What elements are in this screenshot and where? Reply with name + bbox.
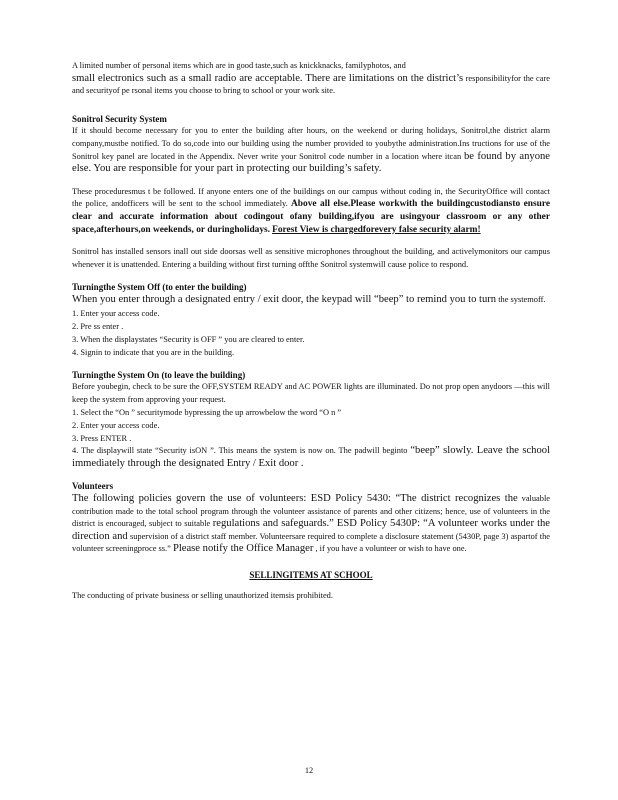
intro-paragraph (72, 60, 550, 98)
volunteers-paragraph (72, 493, 550, 556)
list-item: 3. When the displaystates “Security is OFF ” you are cleared to enter. (72, 334, 305, 344)
turning-on-heading: Turningthe System On (to leave the building) (72, 369, 246, 380)
turning-off-steps (72, 307, 550, 359)
intro-line-1: A limited number of personal items which are in good taste,such as knickknacks, familyphotos, and (72, 61, 406, 70)
volunteers-line-3: regulations and safeguards.” ESD Policy 5430P: “A volunteer works under the direction and (72, 518, 551, 542)
turning-off-intro-large: When you enter through a designated entry / exit door, the keypad will “beep” to remind you to turn (72, 293, 497, 305)
sonitrol-paragraph-3: Sonitrol has installed sensors inall out side doorsas well as sensitive microphones throughout the building, and activelymonitors our campus whenever it is unattended. Entering a building without first turning offthe Sonitrol systemwill cause police to respond. (72, 247, 550, 269)
sonitrol-p2-bold: Above all else.Please workwith the buildingcustodiansto ensure clear and accurate information about codingout ofany building,ifyou are usingyour classroom or any other space,afterhours,on weekends, or duringholidays. (72, 199, 551, 235)
turning-on-step-4-emphasis: “beep” slowly. Leave the school immediately through the designated Entry / Exit door . (72, 445, 551, 469)
sonitrol-paragraph-1 (72, 125, 550, 175)
turning-off-intro-small: the systemoff. (498, 294, 546, 304)
volunteers-line-1: The following policies govern the use of volunteers: ESD Policy 5430: “The district recognizes the (72, 493, 518, 505)
intro-line-2: small electronics such as a small radio are acceptable. There are limitations on the district’s (72, 72, 464, 84)
volunteers-line-4-end: , if you have a volunteer or wish to have one. (315, 544, 467, 554)
selling-heading: SELLINGITEMS AT SCHOOL (249, 570, 373, 581)
volunteers-line-4: supervision of a district staff member. Volunteersare required to complete a disclosure statement (5430P, page 3) aspartof the volunteer screeningproce ss.” (72, 531, 550, 554)
list-item: 1. Select the “On ” securitymode bypressing the up arrowbelow the word “O n ” (72, 408, 342, 418)
volunteers-heading: Volunteers (72, 481, 114, 492)
turning-on-step-4-text: 4. The displaywill state “Security isON ”. This means the system is now on. The padwill beginto (72, 446, 408, 456)
sonitrol-p1-text: If it should become necessary for you to enter the building after hours, on the weekend or during holidays, Sonitrol,the district alarm company,mustbe notified. To do so,code into our building using the number provided to youbythe administration.Ins tructions for use of the Sonitrol key panel are located in the Appendix. Never write your Sonitrol code number in a location where itcan (72, 126, 550, 161)
volunteers-line-4-notify: Please notify the Office Manager (172, 543, 314, 555)
turning-on-intro: Before youbegin, check to be sure the OFF,SYSTEM READY and AC POWER lights are illuminated. Do not prop open anydoors —this will keep the system from approving your request. (72, 382, 550, 404)
page-content (72, 60, 550, 603)
page-number: 12 (304, 766, 314, 775)
volunteers-line-2: valuable contribution made to the total school program through the volunteer assistance of parents and other citizens; hence, use of volunteers in the district is encouraged, subject to suitable (72, 494, 550, 529)
turning-off-heading: Turningthe System Off (to enter the building) (72, 282, 247, 293)
list-item: 1. Enter your access code. (72, 308, 160, 318)
selling-paragraph: The conducting of private business or selling unauthorized itemsis prohibited. (72, 591, 333, 601)
turning-off-intro (72, 294, 550, 307)
sonitrol-p1-emphasis: be found by anyone else. You are responsible for your part in protecting our building’s safety. (72, 150, 550, 175)
list-item: 2. Pre ss enter . (72, 321, 124, 331)
sonitrol-heading: Sonitrol Security System (72, 113, 167, 124)
list-item: 3. Press ENTER . (72, 434, 132, 444)
list-item: 2. Enter your access code. (72, 421, 160, 431)
false-alarm-warning: Forest View is chargedforevery false security alarm! (272, 224, 481, 235)
turning-on-step-4 (72, 445, 550, 470)
intro-line-3: responsibilityfor the care and securityof pe rsonal items you choose to bring to school or your work site. (72, 73, 550, 96)
sonitrol-paragraph-2 (72, 186, 550, 236)
list-item: 4. Signin to indicate that you are in the building. (72, 347, 235, 357)
sonitrol-p2-text: These proceduresmus t be followed. If anyone enters one of the buildings on our campus without coding in, the SecurityOffice will contact the police, andofficers will be sent to the school immediately. (72, 186, 550, 209)
turning-on-steps (72, 406, 550, 445)
